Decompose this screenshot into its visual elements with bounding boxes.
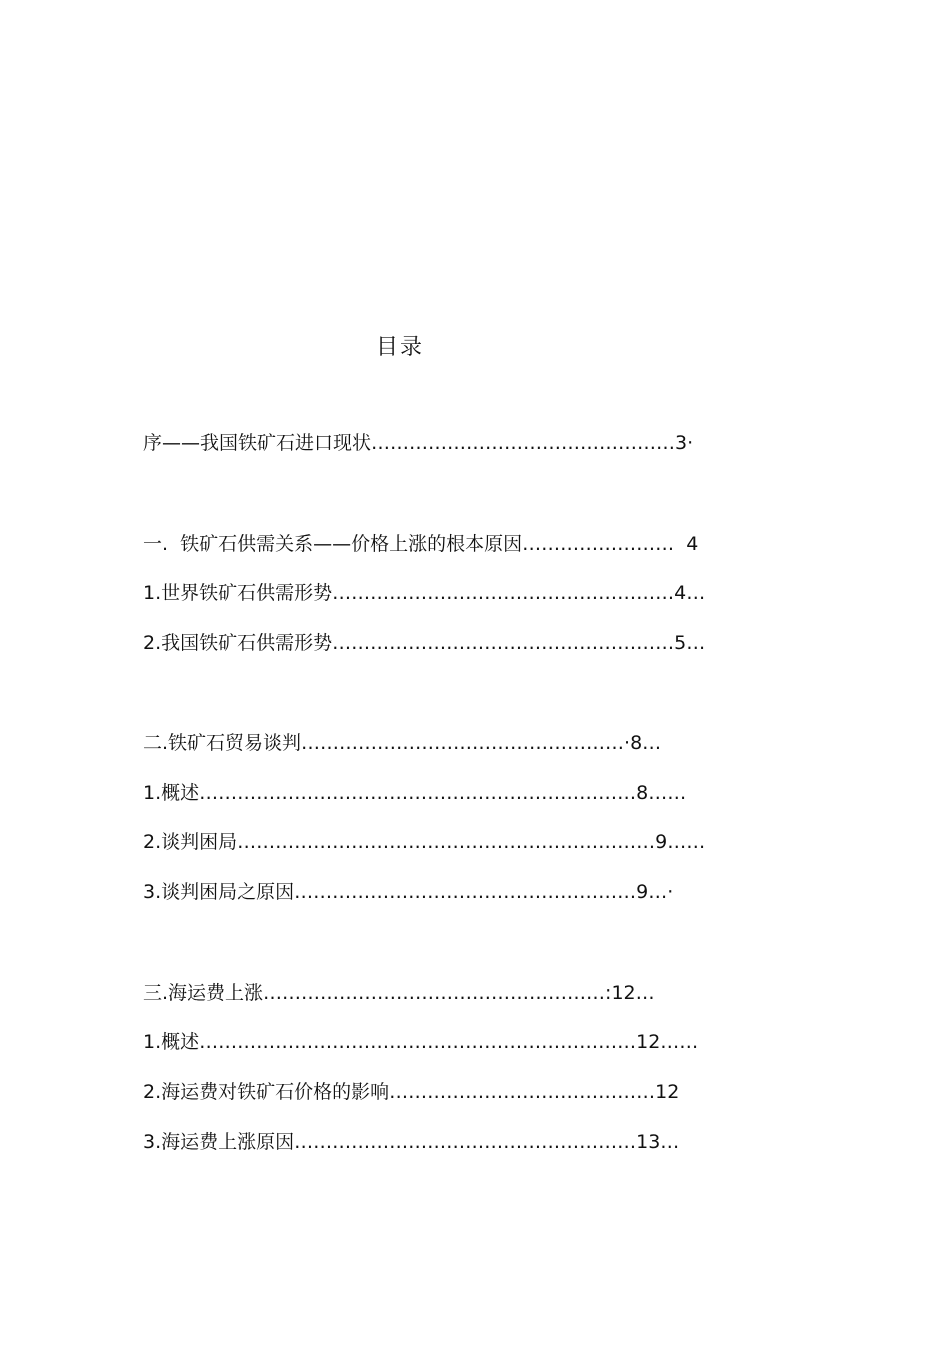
- toc-entry-text: 2.谈判困局…………………………………………………………9……: [143, 831, 706, 853]
- toc-entry-section-1: [143, 532, 698, 556]
- toc-entry-section-2-1: [143, 781, 686, 805]
- toc-entry-section-3-1: [143, 1030, 698, 1054]
- toc-entry-text: 2.海运费对铁矿石价格的影响……………………………………12: [143, 1081, 680, 1103]
- toc-entry-text: 1.概述……………………………………………………………8……: [143, 782, 687, 804]
- toc-entry-text: 三.海运费上涨………………………………………………:12…: [143, 982, 655, 1004]
- toc-entry-section-3-2: [143, 1080, 679, 1104]
- toc-entry-section-1-1: [143, 581, 705, 605]
- toc-entry-section-2-3: [143, 880, 673, 904]
- toc-entry-preface: [143, 431, 693, 455]
- toc-entry-text: 3.海运费上涨原因………………………………………………13…: [143, 1131, 680, 1153]
- toc-entry-section-2-2: [143, 830, 705, 854]
- toc-entry-section-3: [143, 981, 655, 1005]
- toc-entry-text: 序——我国铁矿石进口现状…………………………………………3·: [143, 432, 694, 454]
- toc-title: 目录: [375, 335, 424, 360]
- toc-entry-text: 1.世界铁矿石供需形势………………………………………………4…: [143, 582, 706, 604]
- toc-entry-section-1-2: [143, 631, 705, 655]
- toc-entry-section-3-3: [143, 1130, 679, 1154]
- toc-entry-text: 一. 铁矿石供需关系——价格上涨的根本原因…………………… 4: [143, 533, 699, 555]
- toc-entry-section-2: [143, 731, 661, 755]
- toc-entry-text: 3.谈判困局之原因………………………………………………9…·: [143, 881, 674, 903]
- toc-entry-text: 1.概述……………………………………………………………12……: [143, 1031, 699, 1053]
- toc-entry-text: 2.我国铁矿石供需形势………………………………………………5…: [143, 632, 706, 654]
- toc-entry-text: 二.铁矿石贸易谈判……………………………………………·8…: [143, 732, 662, 754]
